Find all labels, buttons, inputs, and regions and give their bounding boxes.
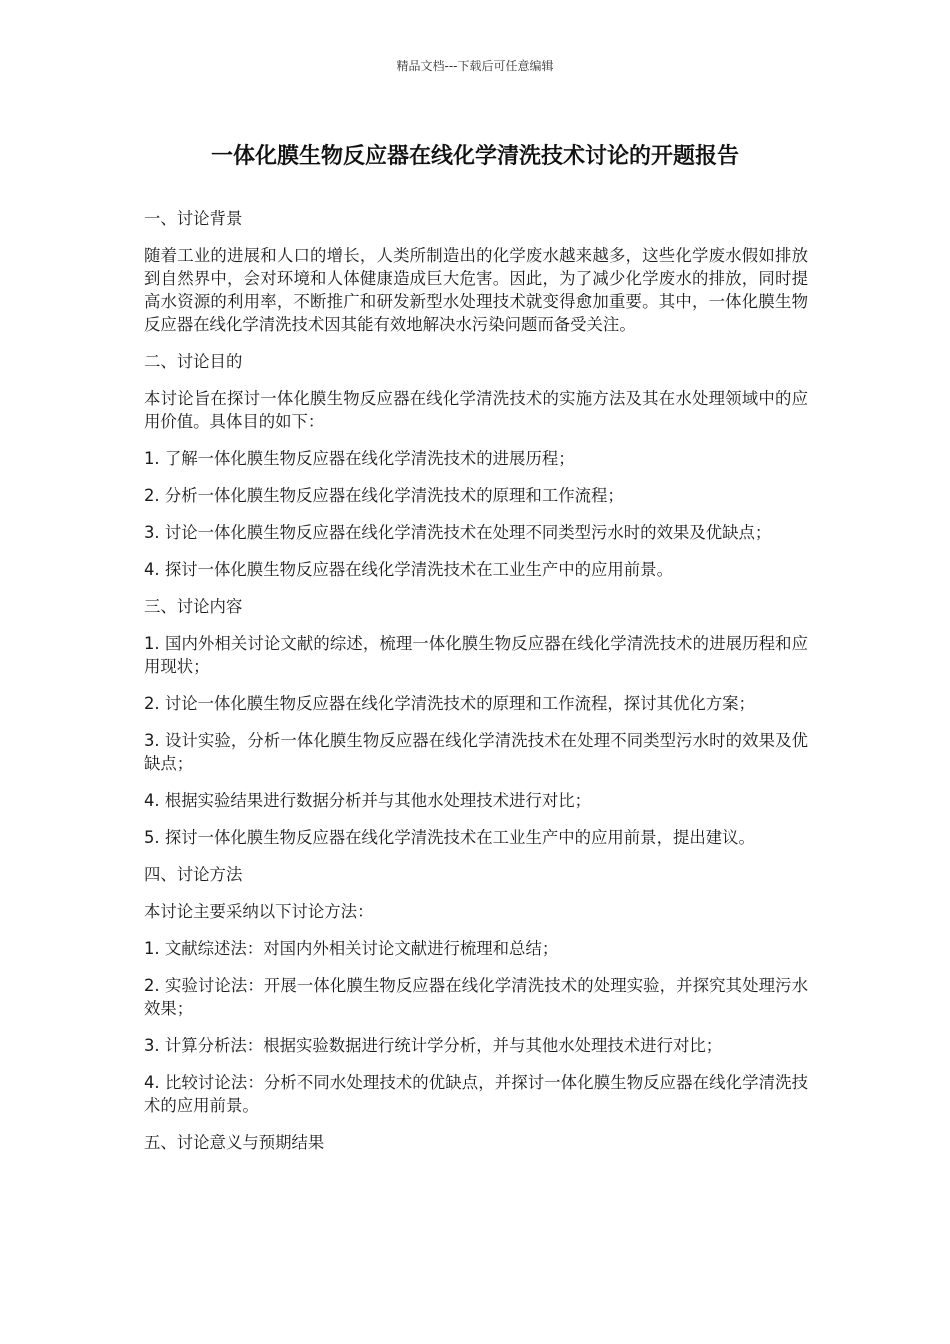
section-heading-method: 四、讨论方法	[144, 865, 243, 884]
method-list-item: 4. 比较讨论法：分析不同水处理技术的优缺点，并探讨一体化膜生物反应器在线化学清洗技术的应用前景。	[144, 1073, 808, 1115]
section-heading-content: 三、讨论内容	[144, 597, 243, 616]
content-list-item: 3. 设计实验，分析一体化膜生物反应器在线化学清洗技术在处理不同类型污水时的效果及优缺点；	[144, 731, 808, 773]
method-intro-paragraph: 本讨论主要采纳以下讨论方法：	[144, 902, 374, 921]
purpose-list-item: 2. 分析一体化膜生物反应器在线化学清洗技术的原理和工作流程；	[144, 486, 624, 505]
purpose-list-item: 1. 了解一体化膜生物反应器在线化学清洗技术的进展历程；	[144, 449, 575, 468]
content-list-item: 2. 讨论一体化膜生物反应器在线化学清洗技术的原理和工作流程，探讨其优化方案；	[144, 694, 755, 713]
method-list-item: 1. 文献综述法：对国内外相关讨论文献进行梳理和总结；	[144, 939, 559, 958]
background-paragraph: 随着工业的进展和人口的增长，人类所制造出的化学废水越来越多，这些化学废水假如排放到自然界中，会对环境和人体健康造成巨大危害。因此，为了减少化学废水的排放，同时提高水资源的利用率，不断推广和研发新型水处理技术就变得愈加重要。其中，一体化膜生物反应器在线化学清洗技术因其能有效地解决水污染问题而备受关注。	[144, 246, 808, 334]
section-heading-background: 一、讨论背景	[144, 209, 243, 228]
section-heading-purpose: 二、讨论目的	[144, 352, 243, 371]
purpose-list-item: 3. 讨论一体化膜生物反应器在线化学清洗技术在处理不同类型污水时的效果及优缺点；	[144, 523, 772, 542]
document-title: 一体化膜生物反应器在线化学清洗技术讨论的开题报告	[210, 144, 739, 169]
purpose-list-item: 4. 探讨一体化膜生物反应器在线化学清洗技术在工业生产中的应用前景。	[144, 560, 673, 579]
content-list-item: 5. 探讨一体化膜生物反应器在线化学清洗技术在工业生产中的应用前景，提出建议。	[144, 828, 755, 847]
document-body	[144, 207, 808, 1168]
method-list-item: 2. 实验讨论法：开展一体化膜生物反应器在线化学清洗技术的处理实验，并探究其处理污水效果；	[144, 976, 808, 1018]
method-list-item: 3. 计算分析法：根据实验数据进行统计学分析，并与其他水处理技术进行对比；	[144, 1036, 723, 1055]
purpose-intro-paragraph: 本讨论旨在探讨一体化膜生物反应器在线化学清洗技术的实施方法及其在水处理领域中的应用价值。具体目的如下：	[144, 389, 808, 431]
content-list-item: 4. 根据实验结果进行数据分析并与其他水处理技术进行对比；	[144, 791, 592, 810]
section-heading-significance: 五、讨论意义与预期结果	[144, 1133, 325, 1152]
page-header: 精品文档---下载后可任意编辑	[396, 59, 554, 73]
content-list-item: 1. 国内外相关讨论文献的综述，梳理一体化膜生物反应器在线化学清洗技术的进展历程和应用现状；	[144, 634, 808, 676]
